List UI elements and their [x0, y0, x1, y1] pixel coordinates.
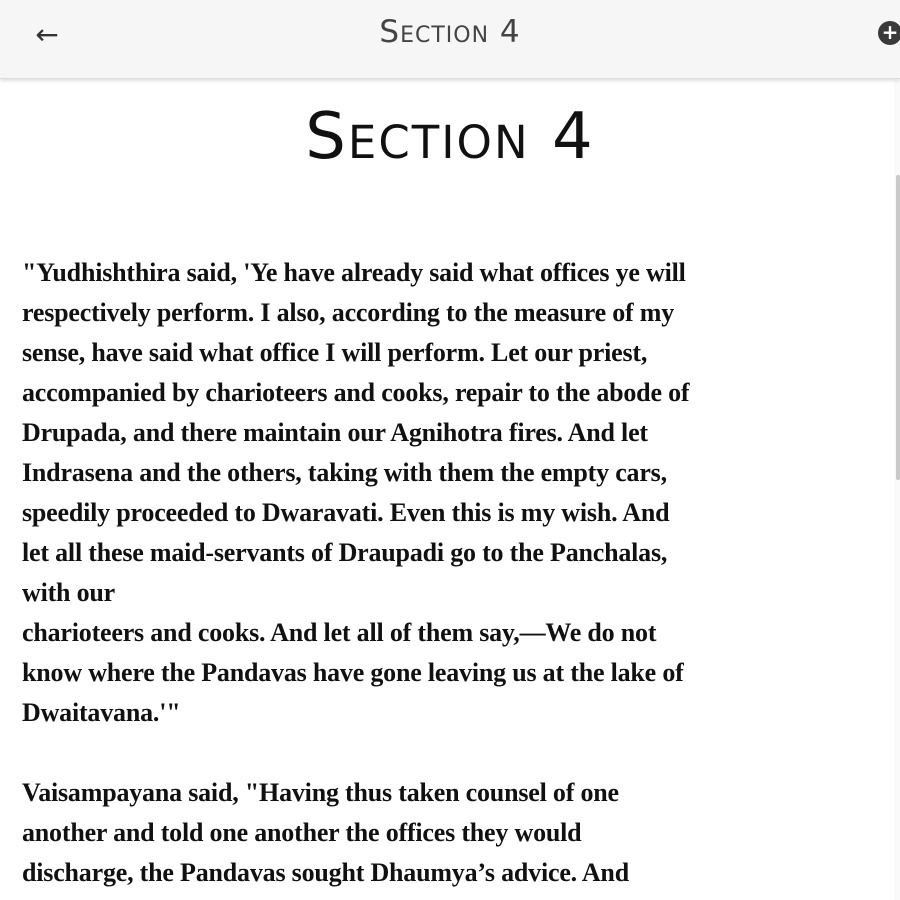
scrollbar[interactable]	[894, 80, 900, 900]
section-heading: Section 4	[305, 100, 595, 174]
text-line: Vaisampayana said, "Having thus taken counsel of one	[22, 778, 619, 807]
paragraph	[22, 253, 689, 733]
text-line: "Yudhishthira said, 'Ye have already said what offices ye will	[22, 258, 686, 287]
text-line: charioteers and cooks. And let all of them say,—We do not	[22, 618, 657, 647]
text-line: another and told one another the offices they would	[22, 818, 582, 847]
plus-circle-icon[interactable]: +	[878, 21, 900, 45]
back-arrow-icon[interactable]: ←	[35, 18, 59, 51]
scrollbar-thumb[interactable]	[896, 175, 900, 480]
text-line: speedily proceeded to Dwaravati. Even this is my wish. And	[22, 498, 670, 527]
text-line: Indrasena and the others, taking with them the empty cars,	[22, 458, 667, 487]
app-bar-title: Section 4	[379, 14, 521, 50]
text-line: respectively perform. I also, according to the measure of my	[22, 298, 675, 327]
text-line: know where the Pandavas have gone leaving us at the lake of	[22, 658, 684, 687]
text-line: accompanied by charioteers and cooks, repair to the abode of	[22, 378, 690, 407]
top-app-bar	[0, 0, 900, 79]
paragraph	[22, 773, 629, 893]
text-line: Dwaitavana.'"	[22, 698, 181, 727]
text-line: with our	[22, 578, 116, 607]
text-line: sense, have said what office I will perform. Let our priest,	[22, 338, 648, 367]
text-line: let all these maid-servants of Draupadi go to the Panchalas,	[22, 538, 668, 567]
text-line: discharge, the Pandavas sought Dhaumya’s advice. And	[22, 858, 629, 887]
text-line: Drupada, and there maintain our Agnihotra fires. And let	[22, 418, 648, 447]
